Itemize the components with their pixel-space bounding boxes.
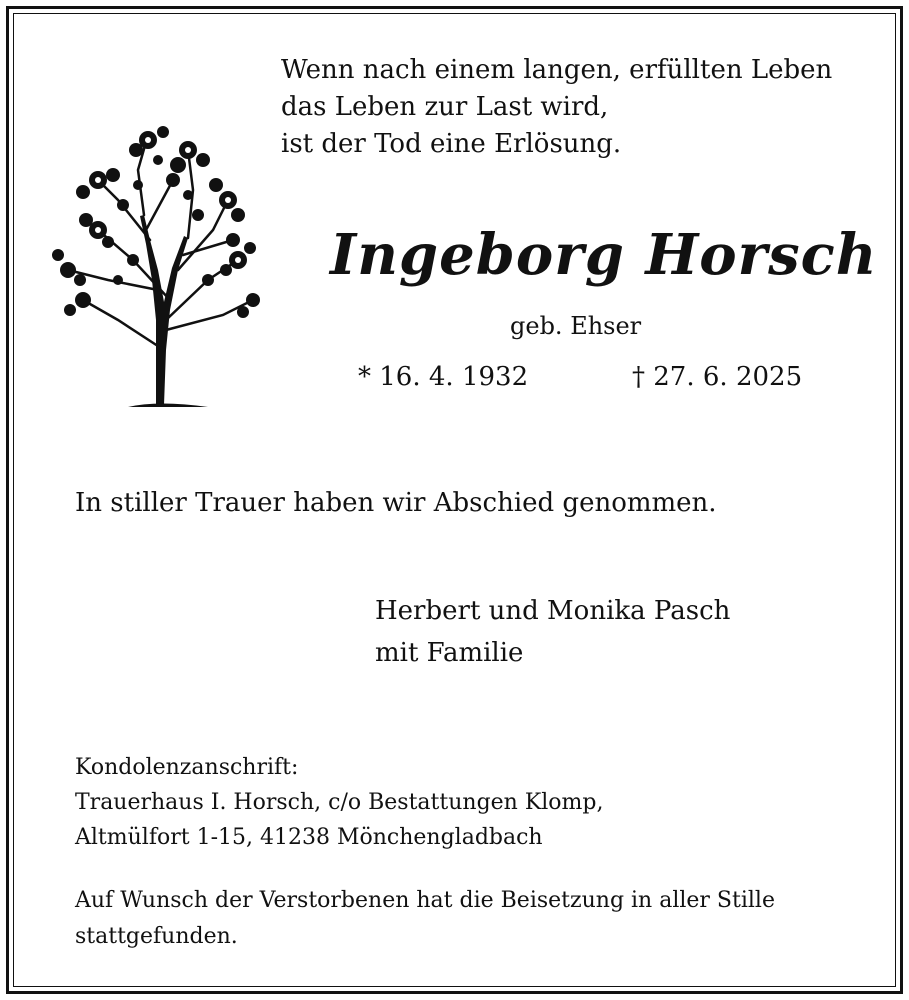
family-line: mit Familie <box>375 638 524 668</box>
condolence-label: Kondolenzanschrift: <box>75 755 299 780</box>
burial-note-line: stattgefunden. <box>75 924 238 949</box>
memorial-quote <box>281 52 832 163</box>
birth-date: * 16. 4. 1932 <box>358 362 529 392</box>
family-signature <box>375 590 730 674</box>
deceased-name: Ingeborg Horsch <box>330 222 878 288</box>
burial-note <box>75 883 775 955</box>
tree-icon <box>38 120 263 410</box>
mourning-text: In stiller Trauer haben wir Abschied genommen. <box>75 488 717 518</box>
address-line: Trauerhaus I. Horsch, c/o Bestattungen Klomp, <box>75 790 604 815</box>
condolence-address <box>75 750 603 855</box>
death-date: † 27. 6. 2025 <box>632 362 803 392</box>
quote-line: das Leben zur Last wird, <box>281 92 609 122</box>
family-line: Herbert und Monika Pasch <box>375 596 731 626</box>
burial-note-line: Auf Wunsch der Verstorbenen hat die Beisetzung in aller Stille <box>75 888 775 913</box>
maiden-name: geb. Ehser <box>510 312 642 340</box>
quote-line: ist der Tod eine Erlösung. <box>281 129 622 159</box>
quote-line: Wenn nach einem langen, erfüllten Leben <box>281 55 833 85</box>
address-line: Altmülfort 1-15, 41238 Mönchengladbach <box>75 825 543 850</box>
